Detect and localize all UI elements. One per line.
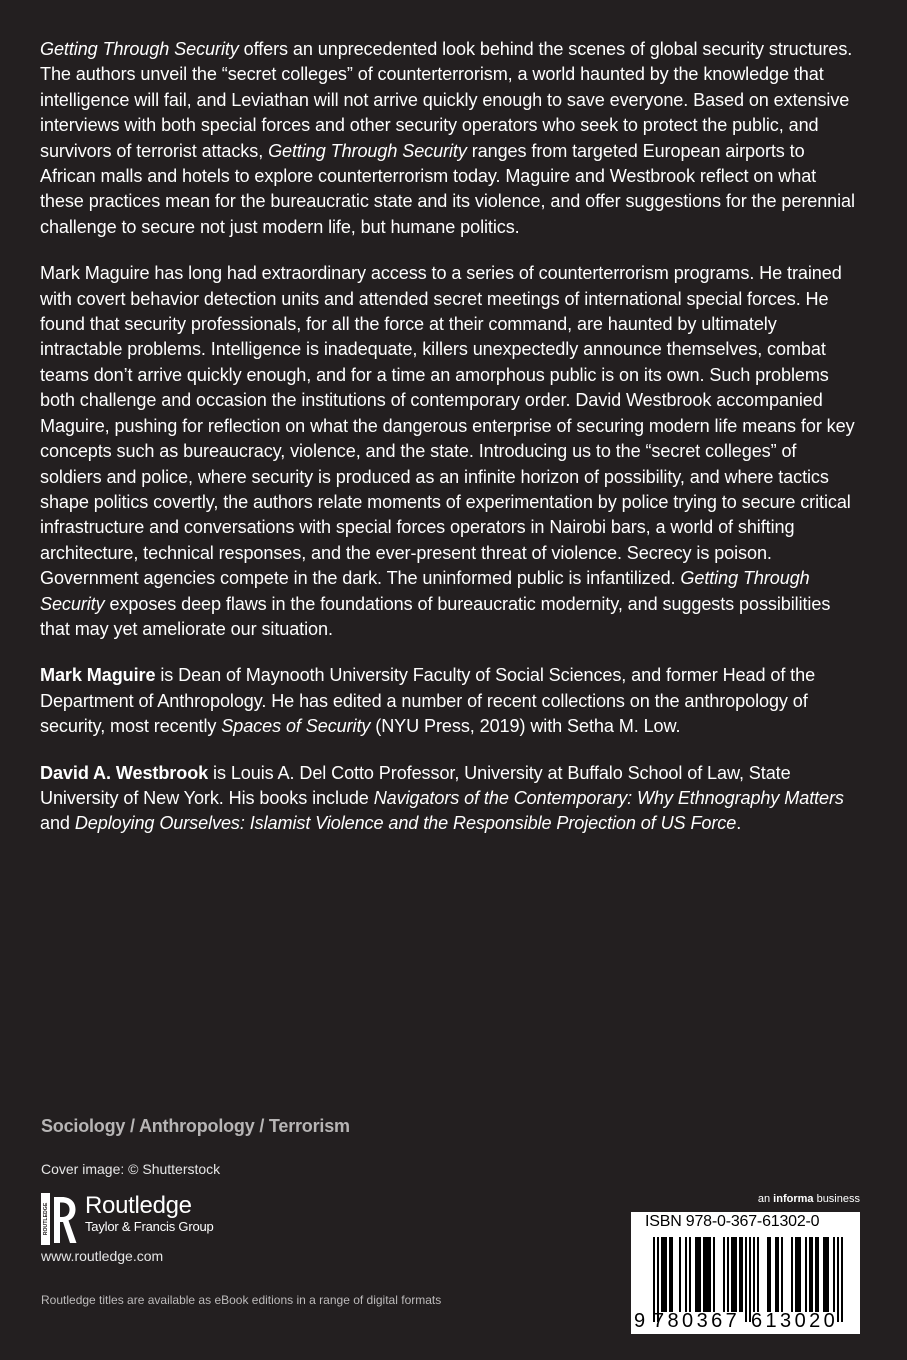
description-paragraph-1 bbox=[40, 37, 862, 240]
informa-brand: informa bbox=[773, 1193, 814, 1205]
isbn-barcode bbox=[631, 1212, 860, 1334]
publisher-name: Routledge bbox=[85, 1192, 192, 1219]
barcode-bar bbox=[805, 1237, 807, 1312]
barcode-right-digits: 613020 bbox=[751, 1310, 839, 1332]
barcode-bar bbox=[825, 1237, 827, 1312]
barcode-bar bbox=[769, 1237, 771, 1312]
description-paragraph-2 bbox=[40, 261, 862, 642]
publisher-website[interactable]: www.routledge.com bbox=[41, 1248, 164, 1264]
logo-vertical-text: ROUTLEDGE bbox=[42, 1202, 49, 1236]
barcode-lead-digit: 9 bbox=[634, 1310, 646, 1332]
isbn-label: ISBN 978-0-367-61302-0 bbox=[645, 1213, 820, 1230]
barcode-bar bbox=[797, 1237, 799, 1312]
barcode-bar bbox=[799, 1237, 801, 1312]
bio-text: is Dean of Maynooth University Faculty of Social Sciences, and former Head of the Department of Anthropology. He has edited a number of recent collections on the anthropology of security, most recently bbox=[40, 665, 816, 737]
barcode-bar bbox=[731, 1237, 733, 1312]
barcode-bar bbox=[767, 1237, 769, 1312]
informa-business-label bbox=[758, 1193, 860, 1205]
bio-text: is Louis A. Del Cotto Professor, University at Buffalo School of Law, State University of New York. His books include bbox=[40, 762, 791, 808]
barcode-bar bbox=[709, 1237, 711, 1312]
barcode-bar bbox=[685, 1237, 687, 1312]
barcode-bar bbox=[661, 1237, 663, 1312]
author-bio-maguire bbox=[40, 663, 862, 739]
barcode-bar bbox=[679, 1237, 681, 1312]
barcode-bar bbox=[815, 1237, 817, 1312]
barcode-bar bbox=[695, 1237, 697, 1312]
barcode-bar bbox=[669, 1237, 671, 1312]
book-title: Getting Through Security bbox=[40, 39, 239, 59]
bio-text: (NYU Press, 2019) with Setha M. Low. bbox=[370, 716, 681, 737]
barcode-bar bbox=[735, 1237, 737, 1312]
barcode-bar bbox=[699, 1237, 701, 1312]
description-text: exposes deep flaws in the foundations of bureaucratic modernity, and suggests possibilities that may yet ameliorate our situation. bbox=[40, 593, 831, 639]
barcode-bar bbox=[739, 1237, 741, 1312]
description-text: offers an unprecedented look behind the scenes of global security structures. The authors unveil the “secret colleges” of counterterrorism, a world haunted by the knowledge that intelligence will fail, and Leviathan will not arrive quickly enough to save everyone. Based on extensive interviews with both special forces and other security operators who seek to protect the public, and survivors of terrorist attacks, bbox=[40, 39, 853, 161]
barcode-bar bbox=[703, 1237, 705, 1312]
barcode-bar bbox=[689, 1237, 691, 1312]
book-title: Getting Through Security bbox=[40, 568, 810, 614]
barcode-bar bbox=[753, 1237, 755, 1312]
bio-text: and bbox=[40, 813, 75, 834]
barcode-bar bbox=[781, 1237, 783, 1312]
barcode-bar bbox=[809, 1237, 811, 1312]
barcode-bar bbox=[697, 1237, 699, 1312]
barcode-bar bbox=[823, 1237, 825, 1312]
cover-image-credit: Cover image: © Shutterstock bbox=[41, 1161, 221, 1177]
barcode-bar bbox=[827, 1237, 829, 1312]
barcode-bar bbox=[757, 1237, 759, 1312]
barcode-bar bbox=[791, 1237, 793, 1312]
subject-categories: Sociology / Anthropology / Terrorism bbox=[41, 1116, 350, 1136]
barcode-bar bbox=[775, 1237, 777, 1312]
barcode-bar bbox=[671, 1237, 673, 1312]
barcode-bar bbox=[833, 1237, 835, 1312]
description-text: ranges from targeted European airports to African malls and hotels to explore counterterrorism today. Maguire and Westbrook reflect on what these practices mean for the bureaucratic state and its violence, and offer suggestions for the perennial challenge to secure not just modern life, but humane politics. bbox=[40, 140, 855, 237]
book-title: Getting Through Security bbox=[268, 140, 467, 161]
book-title: Navigators of the Contemporary: Why Ethnography Matters bbox=[373, 787, 844, 808]
book-title: Spaces of Security bbox=[221, 716, 371, 737]
barcode-bar bbox=[817, 1237, 819, 1312]
barcode-bar bbox=[811, 1237, 813, 1312]
barcode-bar bbox=[733, 1237, 735, 1312]
publisher-wordmark bbox=[85, 1193, 214, 1234]
author-name: David A. Westbrook bbox=[40, 762, 209, 783]
barcode-bar bbox=[777, 1237, 779, 1312]
description-text: Mark Maguire has long had extraordinary access to a series of counterterrorism programs. He trained with covert behavior detection units and attended secret meetings of international special forces. He found that security professionals, for all the force at their command, are haunted by ultimately intractable problems. Intelligence is inadequate, killers unexpectedly announce themselves, combat teams don’t arrive quickly enough, and for a time an amorphous public is on its own. Such problems both challenge and occasion the institutions of contemporary order. David Westbrook accompanied Maguire, pushing for reflection on what the dangerous enterprise of securing modern life means for key concepts such as bureaucracy, violence, and the state. Introducing us to the “secret colleges” of soldiers and police, where security is produced as an infinite horizon of possibility, and where tactics shape politics covertly, the authors relate moments of experimentation by police trying to secure critical infrastructure and conversations with special forces operators in Nairobi bars, a world of shifting architecture, technical responses, and the ever-present threat of violence. Secrecy is poison. Government agencies compete in the dark. The uninformed public is infantilized. bbox=[40, 263, 855, 589]
ebook-note: Routledge titles are available as eBook editions in a range of digital formats bbox=[41, 1293, 442, 1307]
barcode-bar bbox=[665, 1237, 667, 1312]
publisher-logo bbox=[41, 1193, 214, 1245]
barcode-left-digits: 780367 bbox=[653, 1310, 741, 1332]
barcode-bar bbox=[723, 1237, 725, 1312]
barcode-bar bbox=[713, 1237, 715, 1312]
informa-prefix: an bbox=[757, 1193, 774, 1205]
book-title: Deploying Ourselves: Islamist Violence and the Responsible Projection of US Force bbox=[74, 813, 737, 834]
barcode-bar bbox=[795, 1237, 797, 1312]
barcode-bar bbox=[707, 1237, 709, 1312]
publisher-subtitle: Taylor & Francis Group bbox=[85, 1219, 214, 1234]
barcode-bar bbox=[741, 1237, 743, 1312]
author-bio-westbrook bbox=[40, 761, 862, 837]
routledge-logo-icon bbox=[41, 1193, 77, 1245]
bio-text: . bbox=[736, 813, 742, 834]
barcode-bar bbox=[663, 1237, 665, 1312]
author-name: Mark Maguire bbox=[40, 665, 156, 686]
barcode-bar bbox=[705, 1237, 707, 1312]
informa-suffix: business bbox=[813, 1193, 860, 1205]
barcode-digits bbox=[631, 1309, 860, 1333]
barcode-bar bbox=[727, 1237, 729, 1312]
back-cover-text bbox=[40, 37, 862, 858]
